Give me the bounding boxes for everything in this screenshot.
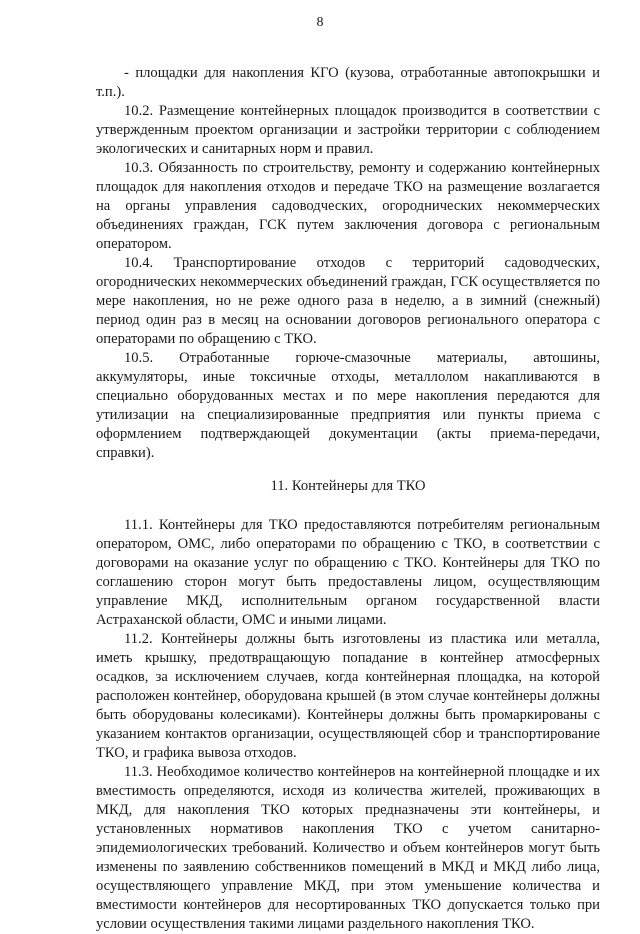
paragraph-kgo-sites: - площадки для накопления КГО (кузова, отработанные автопокрышки и т.п.). [96,65,600,100]
paragraph-11-2: 11.2. Контейнеры должны быть изготовлены из пластика или металла, иметь крышку, предотвращающую попадание в контейнер атмосферных осадков, за исключением случаев, когда контейнерная площадка, на которой расположен контейнер, оборудована крышей (в этом случае контейнеры должны быть оборудованы колесиками). Контейнеры должны быть промаркированы с указанием контактов организации, осуществляющей сбор и транспортирование ТКО, и графика вывоза отходов. [96,631,600,761]
paragraph-10-3: 10.3. Обязанность по строительству, ремонту и содержанию контейнерных площадок для накопления отходов и передаче ТКО на размещение возлагается на органы управления садоводческих, огороднических некоммерческих объединениях граждан, ГСК путем заключения договора с региональным оператором. [96,160,600,252]
page-number: 8 [316,15,324,30]
paragraph-11-3: 11.3. Необходимое количество контейнеров на контейнерной площадке и их вместимость определяются, исходя из количества жителей, проживающих в МКД, для накопления ТКО которых предназначены эти контейнеры, и установленных нормативов накопления ТКО с учетом санитарно-эпидемиологических требований. Количество и объем контейнеров могут быть изменены по заявлению собственников помещений в МКД и МКД либо лица, осуществляющего управление МКД, при этом уменьшение количества и вместимости контейнеров для несортированных ТКО допускается только при условии осуществления такими лицами раздельного накопления ТКО. [96,764,600,932]
paragraph-10-5: 10.5. Отработанные горюче-смазочные материалы, автошины, аккумуляторы, иные токсичные отходы, металлолом накапливаются в специально оборудованных местах и по мере накопления передаются для утилизации на специализированные предприятия или пункты приема с оформлением подтверждающей документации (акты приема-передачи, справки). [96,350,600,461]
paragraph-11-1: 11.1. Контейнеры для ТКО предоставляются потребителям региональным оператором, ОМС, либо операторами по обращению с ТКО, в соответствии с договорами на оказание услуг по обращению с ТКО. Контейнеры для ТКО по соглашению сторон могут быть предоставлены лицом, осуществляющим управление МКД, исполнительным органом государственной власти Астраханской области, ОМС и иными лицами. [96,517,600,628]
paragraph-10-4: 10.4. Транспортирование отходов с территорий садоводческих, огороднических некоммерческих объединений граждан, ГСК осуществляется по мере накопления, но не реже одного раза в неделю, а в зимний (снежный) период один раз в месяц на основании договоров регионального оператора с операторами по обращению с ТКО. [96,255,600,347]
paragraph-10-2: 10.2. Размещение контейнерных площадок производится в соответствии с утвержденным проектом организации и застройки территории с соблюдением экологических и санитарных норм и правил. [96,103,600,157]
section-heading: 11. Контейнеры для ТКО [270,478,426,494]
document-body [96,64,600,934]
